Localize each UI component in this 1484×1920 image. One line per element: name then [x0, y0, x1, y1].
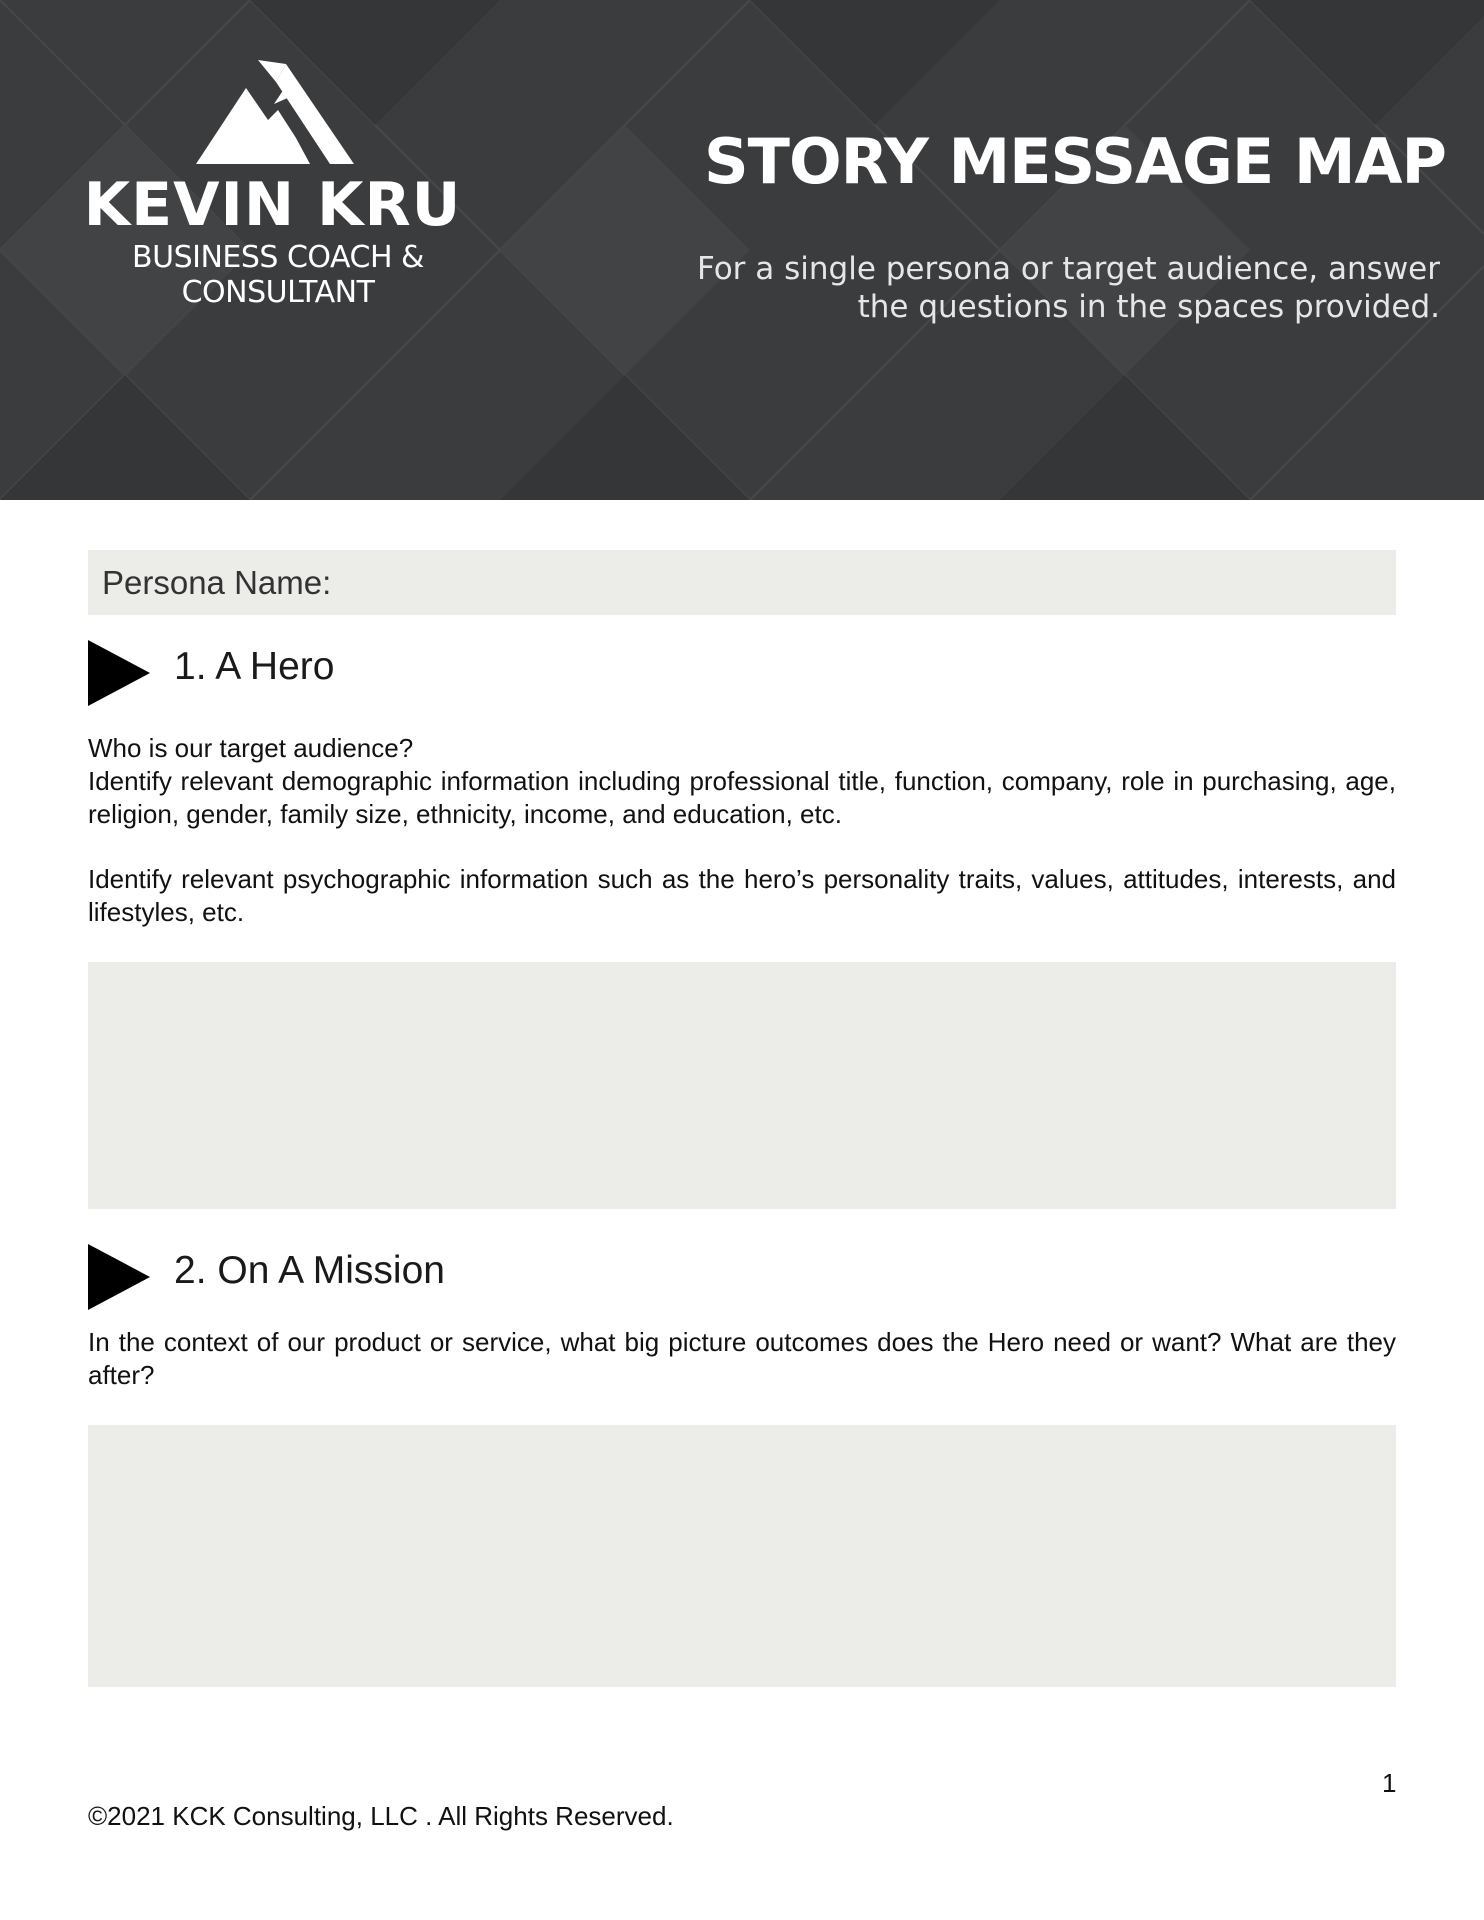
play-triangle-icon: [88, 1244, 150, 1310]
section-hero-question: Who is our target audience?: [88, 733, 414, 763]
logo: [0, 0, 560, 310]
section-hero-demographic-text: Identify relevant demographic information including professional title, function, company, role in purchasing, age, religion, gender, family size, ethnicity, income, and education, etc.: [88, 766, 1396, 829]
header-banner: [0, 0, 1484, 500]
hero-answer-box[interactable]: [88, 962, 1396, 1209]
mission-answer-box[interactable]: [88, 1425, 1396, 1687]
section-heading-label: 1. A Hero: [174, 645, 335, 688]
document-subtitle: For a single persona or target audience, answer the questions in the spaces provided.: [696, 251, 1440, 325]
persona-name-label: Persona Name:: [102, 564, 332, 601]
page-number: 1: [1382, 1768, 1397, 1798]
copyright-notice: ©2021 KCK Consulting, LLC . All Rights Reserved.: [88, 1801, 674, 1831]
play-triangle-icon: [88, 640, 150, 706]
persona-name-field[interactable]: [88, 550, 1396, 615]
brand-tagline: BUSINESS COACH & CONSULTANT: [132, 240, 424, 310]
section-heading-label: 2. On A Mission: [174, 1249, 445, 1292]
section-hero-psychographic-text: Identify relevant psychographic information such as the hero’s personality traits, values, attitudes, interests, and lifestyles, etc.: [88, 864, 1396, 927]
document-title: STORY MESSAGE MAP: [704, 125, 1446, 198]
brand-name: KEVIN KRU: [83, 170, 462, 240]
section-mission-question: In the context of our product or service, what big picture outcomes does the Hero need or want? What are they after?: [88, 1327, 1396, 1390]
mountain-icon: [196, 60, 356, 166]
